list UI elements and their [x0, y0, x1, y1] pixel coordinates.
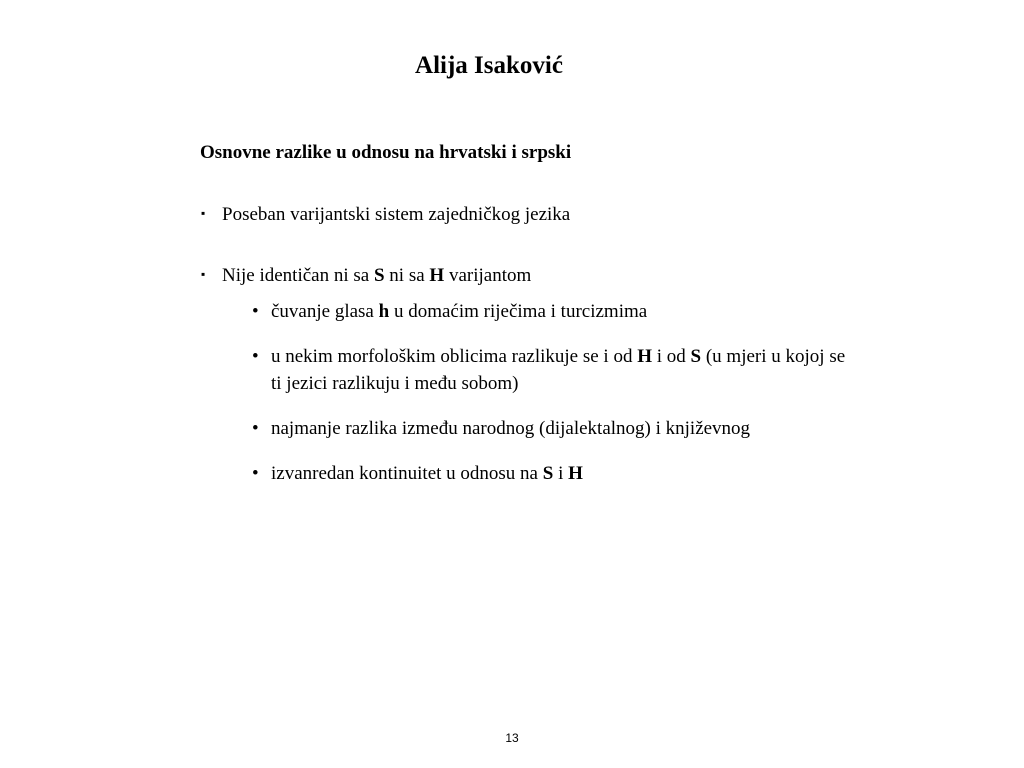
letter-h: H — [637, 346, 652, 367]
bullet-text-part: Nije identičan ni sa — [222, 265, 374, 286]
sub-bullet-item-3 — [252, 415, 972, 442]
dot-bullet-icon: • — [252, 418, 259, 439]
bullet-text-part: varijantom — [444, 265, 532, 286]
sub-bullet-item-1 — [252, 298, 972, 325]
letter-h: h — [378, 301, 390, 322]
bullet-item-1 — [201, 204, 570, 226]
letter-s: S — [373, 265, 385, 286]
letter-h: H — [568, 463, 583, 484]
sub-bullet-text-part: izvanredan kontinuitet u odnosu na — [271, 463, 543, 484]
sub-bullet-text-part: i — [553, 463, 569, 484]
slide-title: Alija Isaković — [415, 52, 563, 79]
sub-bullet-continuation: ti jezici razlikuju i među sobom) — [271, 373, 519, 394]
sub-bullet-text-part: (u mjeri u kojoj se — [701, 346, 846, 367]
sub-bullet-text-part: čuvanje glasa — [271, 301, 379, 322]
letter-h: H — [429, 265, 445, 286]
letter-s: S — [690, 346, 702, 367]
letter-s: S — [542, 463, 554, 484]
bullet-text: Poseban varijantski sistem zajedničkog jezika — [222, 204, 571, 225]
sub-bullet-item-4 — [252, 460, 972, 487]
sub-bullet-text-part: u nekim morfološkim oblicima razlikuje se i od — [271, 346, 638, 367]
dot-bullet-icon: • — [252, 346, 259, 367]
section-heading: Osnovne razlike u odnosu na hrvatski i srpski — [200, 142, 572, 163]
sub-bullet-item-2 — [252, 343, 972, 397]
sub-bullet-text: najmanje razlika između narodnog (dijalektalnog) i književnog — [271, 418, 751, 439]
sub-bullet-text-part: u domaćim riječima i turcizmima — [389, 301, 648, 322]
square-bullet-icon: ▪ — [201, 206, 206, 220]
square-bullet-icon: ▪ — [201, 267, 206, 281]
dot-bullet-icon: • — [252, 301, 259, 322]
dot-bullet-icon: • — [252, 463, 259, 484]
page-number: 13 — [505, 731, 519, 745]
sub-bullet-text-part: i od — [652, 346, 691, 367]
bullet-item-2 — [201, 265, 531, 287]
bullet-text-part: ni sa — [384, 265, 430, 286]
